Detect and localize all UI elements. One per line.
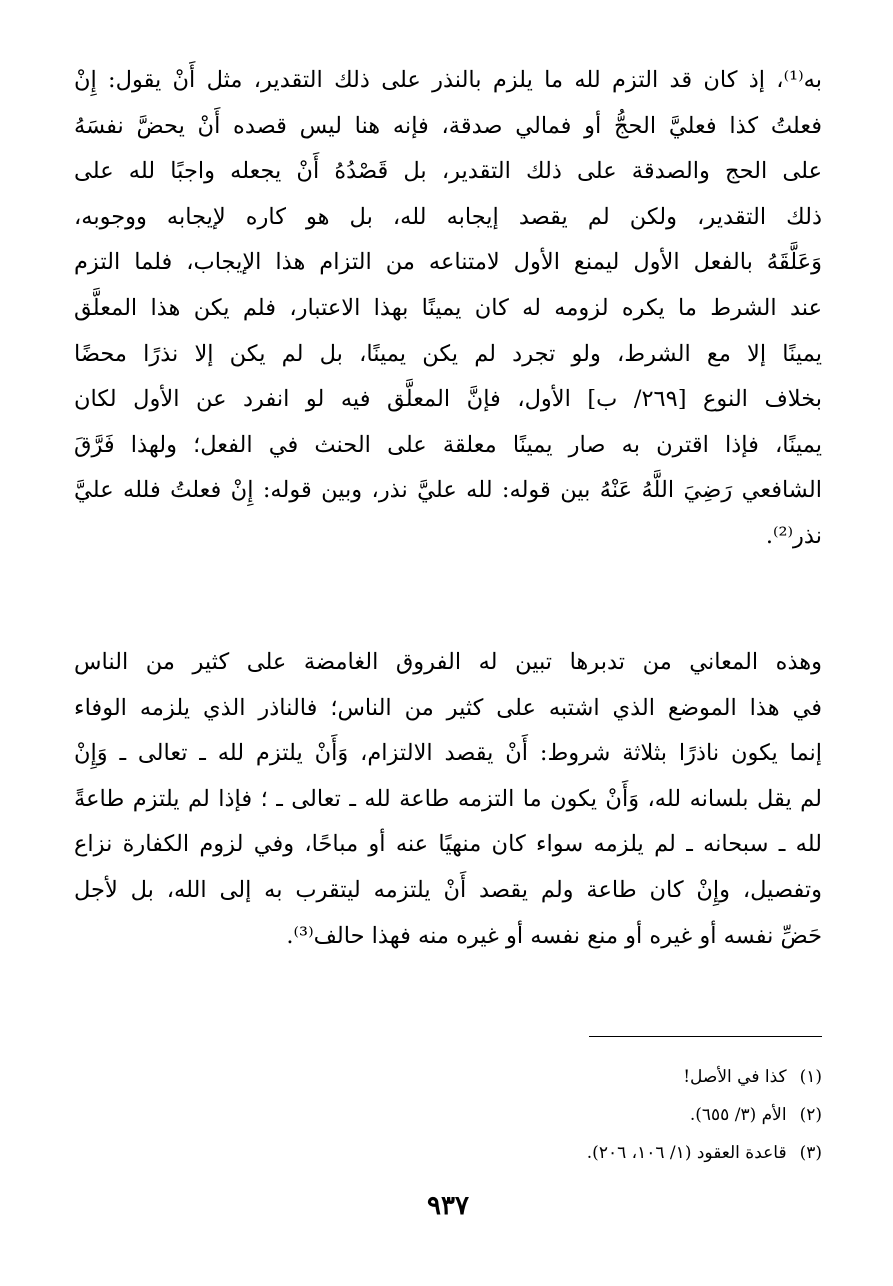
text-line: وهذه المعاني من تدبرها تبين له الفروق الغامضة على كثير من الناس (74, 649, 822, 675)
text-line: يمينًا، فإذا اقترن به صار يمينًا معلقة على الحنث في الفعل؛ ولهذا فَرَّقَ (74, 431, 822, 458)
book-page (74, 58, 822, 1258)
footnote-item (74, 1134, 822, 1172)
footnotes-list (74, 1058, 822, 1172)
paragraph-2 (74, 640, 822, 959)
text-line: الشافعي رَضِيَ اللَّهُ عَنْهُ بين قوله: لله عليَّ نذر، وبين قوله: إِنْ فعلتُ فلله عليَّ (74, 477, 822, 504)
text-line: يمينًا إلا مع الشرط، ولو تجرد لم يكن يمينًا، بل لم يكن إلا نذرًا محضًا (74, 340, 822, 367)
footnote-item (74, 1096, 822, 1134)
paragraph-1 (74, 58, 822, 560)
footnote-item (74, 1058, 822, 1096)
footnote-number: (٢) (799, 1105, 822, 1125)
footnote-text: كذا في الأصل! (683, 1067, 787, 1087)
footnote-number: (١) (799, 1067, 822, 1087)
text-line: وَعَلَّقَهُ بالفعل الأول ليمنع الأول لامتناعه من التزام هذا الإيجاب، فلما التزم (74, 249, 822, 276)
text-line: في هذا الموضع الذي اشتبه على كثير من الناس؛ فالناذر الذي يلزمه الوفاء (74, 694, 822, 721)
footnote-number: (٣) (799, 1143, 822, 1163)
footnote-text: الأم (٣/ ٦٥٥). (689, 1105, 787, 1125)
text-line: على الحج والصدقة على ذلك التقدير، بل قَصْدُهُ أَنْ يجعله واجبًا لله على (74, 158, 822, 185)
text-line: حَضِّ نفسه أو غيره أو منع نفسه أو غيره منه فهذا حالف⁽³⁾. (286, 922, 822, 949)
text-line: فعلتُ كذا فعليَّ الحجُّ أو فمالي صدقة، فإنه هنا ليس قصده أَنْ يحضَّ نفسَهُ (74, 112, 822, 139)
text-line: نذر⁽²⁾. (765, 522, 822, 549)
text-line: به⁽¹⁾، إذ كان قد التزم لله ما يلزم بالنذر على ذلك التقدير، مثل أَنْ يقول: إِنْ (74, 67, 822, 93)
text-line: إنما يكون ناذرًا بثلاثة شروط: أَنْ يقصد الالتزام، وَأَنْ يلتزم لله ـ تعالى ـ وَإِنْ (74, 740, 822, 767)
text-line: ذلك التقدير، ولكن لم يقصد إيجابه لله، بل هو كاره لإيجابه ووجوبه، (74, 203, 822, 230)
footnote-text: قاعدة العقود (١/ ١٠٦، ٢٠٦). (586, 1143, 787, 1163)
footnote-divider (589, 1036, 822, 1037)
text-line: لم يقل بلسانه لله، وَأَنْ يكون ما التزمه طاعة لله ـ تعالى ـ ؛ فإذا لم يلتزم طاعةً (74, 785, 822, 812)
text-line: وتفصيل، وإِنْ كان طاعة ولم يقصد أَنْ يلتزمه ليتقرب به إلى الله، بل لأجل (74, 876, 822, 903)
text-line: بخلاف النوع [٢٦٩/ ب] الأول، فإنَّ المعلَّق فيه لو انفرد عن الأول لكان (74, 386, 822, 413)
text-line: عند الشرط ما يكره لزومه له كان يمينًا بهذا الاعتبار، فلم يكن هذا المعلَّق (74, 294, 822, 321)
text-line: لله ـ سبحانه ـ لم يلزمه سواء كان منهيًا عنه أو مباحًا، وفي لزوم الكفارة نزاع (74, 831, 822, 858)
page-number: ٩٣٧ (427, 1191, 469, 1221)
